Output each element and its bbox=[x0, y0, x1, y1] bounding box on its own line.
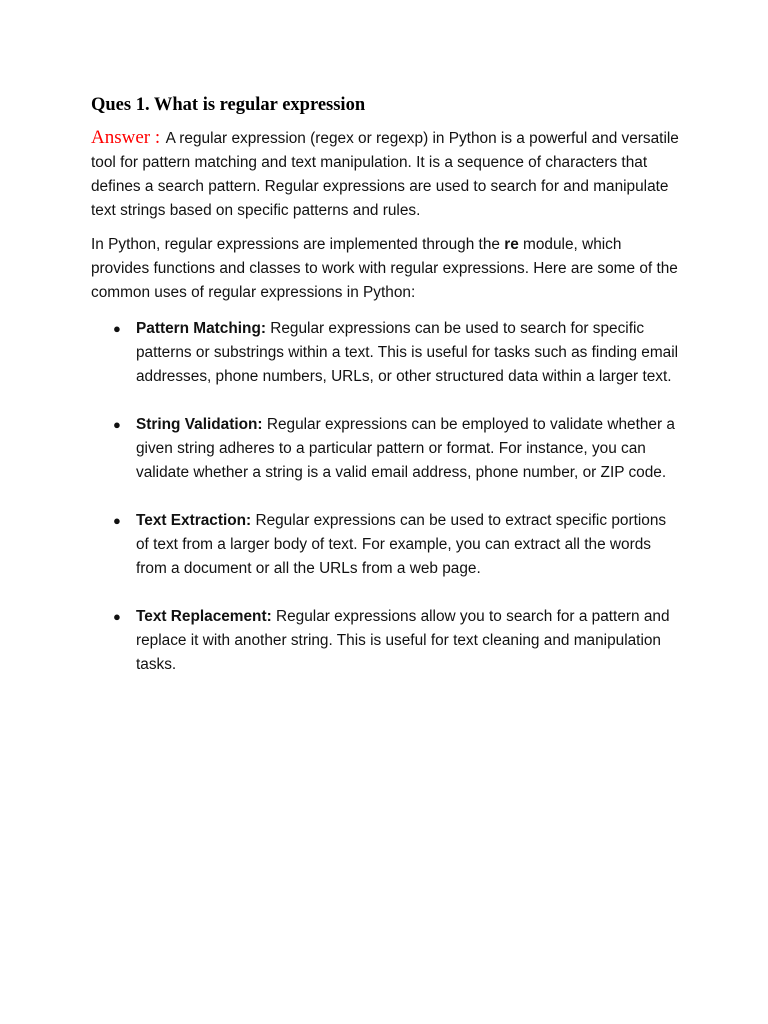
list-item bbox=[91, 605, 681, 677]
list-item bbox=[91, 509, 681, 581]
answer-intro-text: A regular expression (regex or regexp) in Python is a powerful and versatile tool for pattern matching and text manipulation. It is a sequence of characters that defines a search pattern. Regular expressions are used to search for and manipulate text strings based on specific patterns and rules. bbox=[91, 130, 679, 219]
module-paragraph-end: module, which provides functions and classes to work with regular expressions. Here are some of the common uses of regular expressions in Python: bbox=[91, 236, 678, 301]
bullet-dot-icon: ● bbox=[113, 321, 121, 336]
bullet-term: String Validation: bbox=[136, 416, 263, 433]
bullet-text: Regular expressions allow you to search for a pattern and replace it with another string. This is useful for text cleaning and manipulation tasks. bbox=[136, 608, 670, 673]
bullet-text: Regular expressions can be used to search for specific patterns or substrings within a text. This is useful for tasks such as finding email addresses, phone numbers, URLs, or other structured data within a larger text. bbox=[136, 320, 679, 385]
bullet-term: Pattern Matching: bbox=[136, 320, 266, 337]
module-paragraph-start: In Python, regular expressions are implemented through the bbox=[91, 236, 505, 253]
answer-label: Answer : bbox=[91, 127, 161, 148]
answer-paragraph bbox=[91, 126, 681, 223]
bullet-term: Text Extraction: bbox=[136, 512, 252, 529]
question-title: Ques 1. What is regular expression bbox=[91, 95, 366, 115]
uses-list bbox=[91, 317, 681, 677]
bullet-text: Regular expressions can be employed to validate whether a given string adheres to a particular pattern or format. For instance, you can validate whether a string is a valid email address, phone number, or ZIP code. bbox=[136, 416, 675, 481]
document-content bbox=[91, 92, 681, 701]
bullet-dot-icon: ● bbox=[113, 417, 121, 432]
bullet-term: Text Replacement: bbox=[136, 608, 272, 625]
list-item bbox=[91, 317, 681, 389]
module-paragraph bbox=[91, 233, 681, 305]
bullet-dot-icon: ● bbox=[113, 609, 121, 624]
bullet-dot-icon: ● bbox=[113, 513, 121, 528]
bullet-text: Regular expressions can be used to extract specific portions of text from a larger body of text. For example, you can extract all the words from a document or all the URLs from a web page. bbox=[136, 512, 667, 577]
module-name: re bbox=[504, 236, 519, 253]
list-item bbox=[91, 413, 681, 485]
